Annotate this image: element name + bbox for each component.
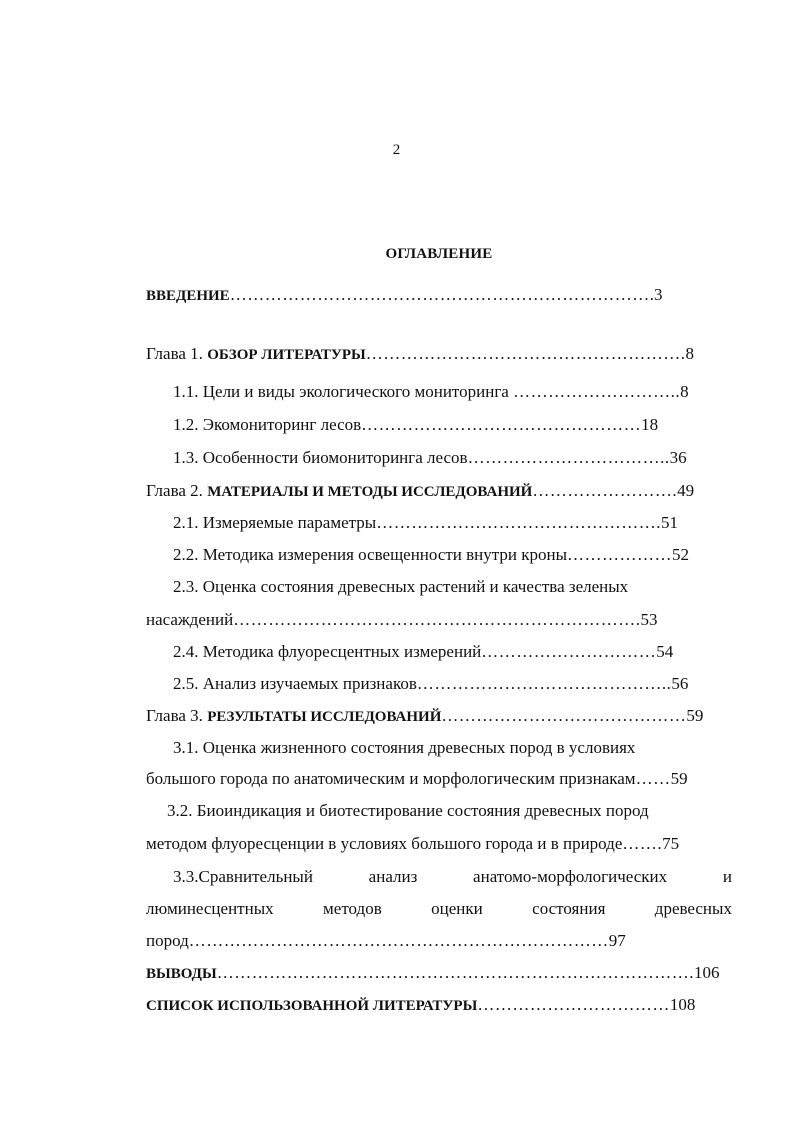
toc-entry-2-3-line2 bbox=[146, 609, 732, 631]
chapter-prefix: Глава 2. bbox=[146, 481, 208, 500]
entry-word: состояния bbox=[532, 899, 606, 918]
page-ref: 106 bbox=[693, 963, 720, 982]
page-ref: 36 bbox=[669, 448, 687, 467]
leader-dots: ……………………………………………………………… bbox=[188, 931, 609, 950]
page-ref: 59 bbox=[686, 706, 704, 725]
toc-entry-1-1 bbox=[173, 381, 732, 403]
page-ref: 52 bbox=[672, 545, 690, 564]
entry-label: пород bbox=[146, 931, 189, 950]
page-ref: 8 bbox=[685, 344, 695, 363]
entry-label: 2.5. Анализ изучаемых признаков bbox=[173, 674, 417, 693]
toc-entry-conclusions bbox=[146, 962, 732, 985]
entry-label: РЕЗУЛЬТАТЫ ИССЛЕДОВАНИЙ bbox=[207, 709, 442, 725]
toc-entry-3-1-line1 bbox=[173, 737, 732, 759]
leader-dots: ……. bbox=[622, 834, 663, 853]
entry-word: анализ bbox=[368, 867, 418, 886]
leader-dots: ………………………………………… bbox=[361, 415, 642, 434]
leader-dots: ……………………………………………………………. bbox=[233, 610, 641, 629]
page-ref: 97 bbox=[608, 931, 626, 950]
toc-entry-chapter-3 bbox=[146, 705, 732, 728]
leader-dots: …………………………………… bbox=[441, 706, 687, 725]
page-ref: 108 bbox=[669, 995, 696, 1014]
page-ref: 8 bbox=[680, 382, 689, 401]
entry-label: 2.2. Методика измерения освещенности внутри кроны bbox=[173, 545, 568, 564]
entry-label: 1.1. Цели и виды экологического мониторинга bbox=[173, 382, 514, 401]
entry-word: 3.3.Сравнительный bbox=[173, 867, 313, 886]
toc-entry-2-5 bbox=[173, 673, 732, 695]
toc-entry-2-1 bbox=[173, 512, 732, 534]
leader-dots: ……………………….. bbox=[513, 382, 681, 401]
page-ref: .3 bbox=[649, 285, 663, 304]
leader-dots: ………………………………………………………………………. bbox=[216, 963, 694, 982]
leader-dots: …………………………….. bbox=[467, 448, 670, 467]
toc-entry-3-3-line1 bbox=[173, 866, 732, 888]
entry-label: 1.2. Экомониторинг лесов bbox=[173, 415, 362, 434]
page-ref: 56 bbox=[671, 674, 689, 693]
toc-entry-1-2 bbox=[173, 414, 732, 436]
entry-label: 1.3. Особенности биомониторинга лесов bbox=[173, 448, 468, 467]
entry-label: МАТЕРИАЛЫ И МЕТОДЫ ИССЛЕДОВАНИЙ bbox=[207, 484, 533, 500]
toc-entry-chapter-2 bbox=[146, 480, 732, 503]
entry-word: методов bbox=[323, 899, 382, 918]
page-ref: 59 bbox=[670, 769, 688, 788]
entry-word: анатомо-морфологических bbox=[473, 867, 668, 886]
toc-entry-2-2 bbox=[173, 544, 732, 566]
entry-label: насаждений bbox=[146, 610, 234, 629]
leader-dots: …… bbox=[635, 769, 671, 788]
toc-entry-3-3-line2 bbox=[146, 898, 732, 920]
page-ref: 75 bbox=[662, 834, 680, 853]
entry-label: ВВЕДЕНИЕ bbox=[146, 288, 230, 304]
leader-dots: ……………… bbox=[567, 545, 673, 564]
leader-dots: ………………………………………………. bbox=[365, 344, 686, 363]
entry-label: ОБЗОР ЛИТЕРАТУРЫ bbox=[207, 347, 366, 363]
entry-label: 3.1. Оценка жизненного состояния древесных пород в условиях bbox=[173, 738, 636, 757]
leader-dots: ……………………. bbox=[532, 481, 678, 500]
page-title: ОГЛАВЛЕНИЕ bbox=[385, 246, 493, 262]
leader-dots: …………………………………….. bbox=[416, 674, 672, 693]
chapter-prefix: Глава 3. bbox=[146, 706, 208, 725]
leader-dots: …………………………… bbox=[477, 995, 670, 1014]
leader-dots: ………………………… bbox=[481, 642, 657, 661]
entry-label: 2.3. Оценка состояния древесных растений и качества зеленых bbox=[173, 577, 629, 596]
toc-entry-introduction bbox=[146, 284, 732, 307]
entry-word: и bbox=[722, 867, 732, 886]
leader-dots: ……………………………………………………………… bbox=[229, 285, 650, 304]
page-ref: 51 bbox=[660, 513, 678, 532]
toc-entry-1-3 bbox=[173, 447, 732, 469]
entry-label: СПИСОК ИСПОЛЬЗОВАННОЙ ЛИТЕРАТУРЫ bbox=[146, 998, 478, 1014]
toc-entry-3-1-line2 bbox=[146, 768, 732, 790]
entry-label: 3.2. Биоиндикация и биотестирование состояния древесных пород bbox=[167, 801, 649, 820]
entry-label: 2.4. Методика флуоресцентных измерений bbox=[173, 642, 482, 661]
entry-label: методом флуоресценции в условиях большого города и в природе bbox=[146, 834, 623, 853]
page-ref: 18 bbox=[641, 415, 659, 434]
page-number: 2 bbox=[392, 142, 401, 158]
entry-label: 2.1. Измеряемые параметры bbox=[173, 513, 377, 532]
entry-word: оценки bbox=[431, 899, 483, 918]
toc-entry-chapter-1 bbox=[146, 343, 732, 366]
toc-entry-3-2-line2 bbox=[146, 833, 732, 855]
leader-dots: …………………………………………. bbox=[376, 513, 661, 532]
chapter-prefix: Глава 1. bbox=[146, 344, 208, 363]
toc-entry-3-3-line3 bbox=[146, 930, 732, 952]
page-ref: 49 bbox=[677, 481, 695, 500]
entry-label: ВЫВОДЫ bbox=[146, 966, 217, 982]
page-ref: 54 bbox=[656, 642, 674, 661]
page-ref: 53 bbox=[640, 610, 658, 629]
toc-entry-2-4 bbox=[173, 641, 732, 663]
toc-entry-2-3-line1 bbox=[173, 576, 732, 598]
toc-entry-references bbox=[146, 994, 732, 1017]
entry-word: люминесцентных bbox=[146, 899, 274, 918]
entry-word: древесных bbox=[654, 899, 732, 918]
entry-label: большого города по анатомическим и морфологическим признакам bbox=[146, 769, 636, 788]
toc-entry-3-2-line1 bbox=[167, 800, 732, 822]
